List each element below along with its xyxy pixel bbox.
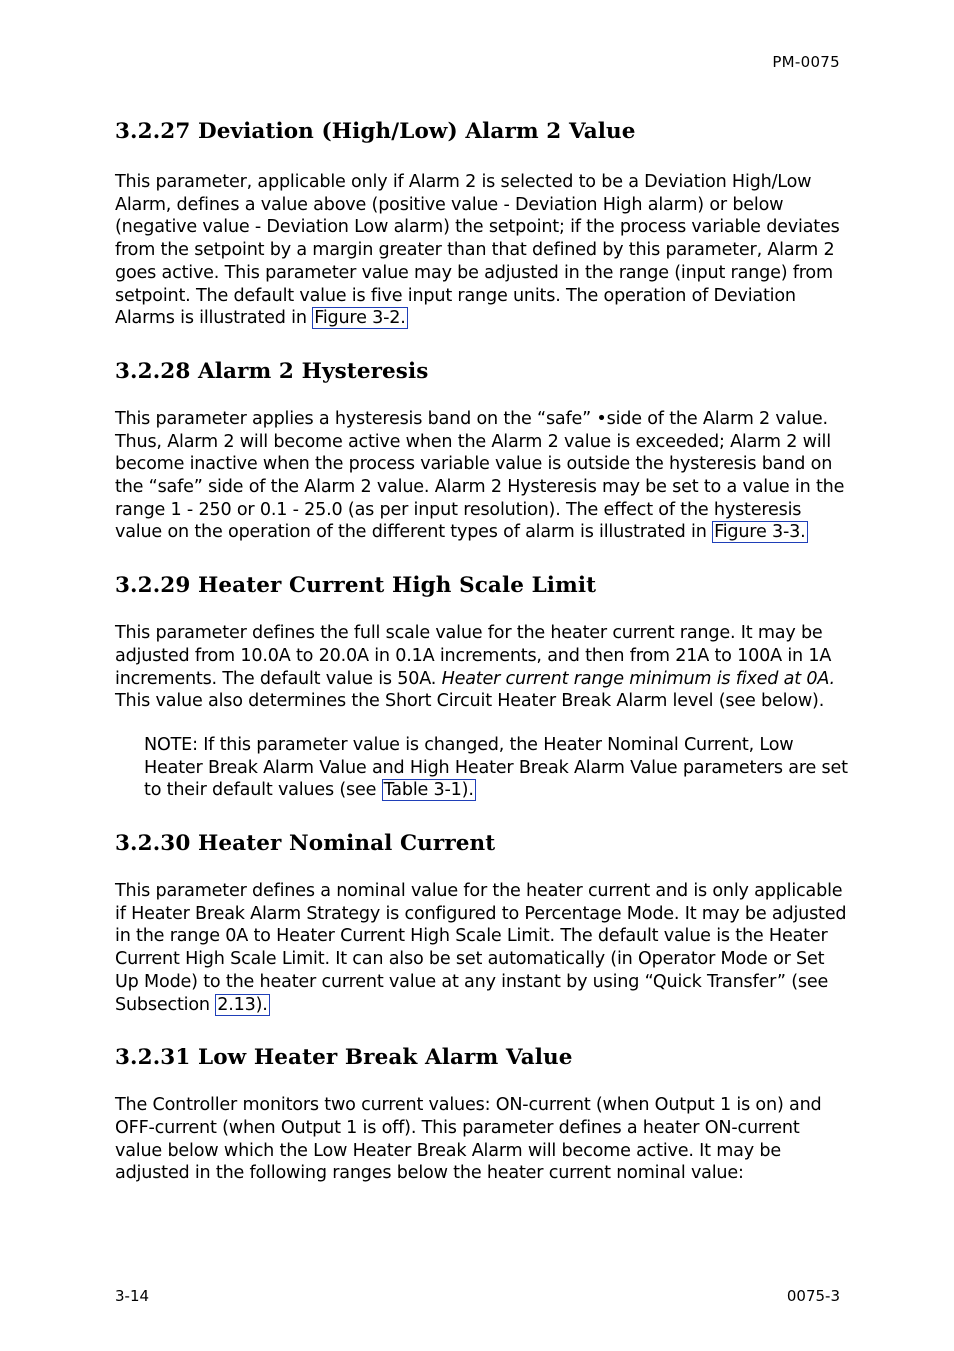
body-tail-text: This value also determines the Short Circuit Heater Break Alarm level (see below).: [115, 691, 825, 712]
figure-3-2-link[interactable]: Figure 3-2.: [314, 308, 406, 329]
section-body: [115, 622, 850, 713]
section-body: [115, 408, 850, 544]
section-body: [115, 880, 850, 1016]
section-heading: 3.2.29 Heater Current High Scale Limit: [115, 573, 597, 599]
section-3-2-27: [115, 116, 850, 330]
document-id: PM-0075: [772, 53, 840, 71]
body-text: This parameter defines a nominal value for the heater current and is only applicable if Heater Break Alarm Strategy is configured to Percentage Mode. It may be adjusted in the range 0A to Heater Current High Scale Limit. The default value is the Heater Current High Scale Limit. It can also be set automatically (in Operator Mode or Set Up Mode) to the heater current value at any instant by using “Quick Transfer” (see Subsection: [115, 881, 847, 1015]
section-body: [115, 171, 850, 330]
body-italic-text: Heater current range minimum is fixed at 0A.: [441, 668, 835, 689]
revision-code: 0075-3: [786, 1287, 840, 1305]
subsection-2-13-link[interactable]: 2.13).: [217, 994, 268, 1015]
section-heading: 3.2.28 Alarm 2 Hysteresis: [115, 358, 429, 384]
body-text: This parameter defines the full scale value for the heater current range. It may be adjusted from 10.0A to 20.0A in 0.1A increments, and then from 21A to 100A in 1A increments. The default value is 50A.: [115, 623, 832, 689]
body-text: This parameter, applicable only if Alarm 2 is selected to be a Deviation High/Low Alarm, defines a value above (positive value - Deviation High alarm) or below (negative value - Deviation Low alarm) the setpoint; if the process variable deviates from the setpoint by a margin greater than that defined by this parameter, Alarm 2 goes active. This parameter value may be adjusted in the range (input range) from setpoint. The default value is five input range units. The operation of Deviation Alarms is illustrated in: [115, 172, 840, 329]
section-3-2-30: [115, 828, 850, 1016]
section-heading: 3.2.27 Deviation (High/Low) Alarm 2 Value: [115, 119, 636, 144]
note: [115, 734, 850, 802]
page-number: 3-14: [115, 1287, 150, 1305]
note-text: NOTE: If this parameter value is changed, the Heater Nominal Current, Low Heater Break Alarm Value and High Heater Break Alarm Value parameters are set to their default values (see: [144, 734, 848, 801]
section-heading: 3.2.31 Low Heater Break Alarm Value: [115, 1045, 573, 1071]
section-body: The Controller monitors two current values: ON-current (when Output 1 is on) and OFF-current (when Output 1 is off). This parameter defines a heater ON-current value below which the Low Heater Break Alarm will become active. It may be adjusted in the following ranges below the heater current nominal value:: [115, 1095, 822, 1184]
section-3-2-29: [115, 570, 850, 802]
section-3-2-31: [115, 1042, 850, 1185]
table-3-1-link[interactable]: Table 3-1).: [383, 780, 474, 801]
section-heading: 3.2.30 Heater Nominal Current: [115, 831, 496, 857]
page-content: [115, 116, 850, 1185]
section-3-2-28: [115, 356, 850, 544]
figure-3-3-link[interactable]: Figure 3-3.: [714, 522, 806, 543]
body-text: This parameter applies a hysteresis band on the “safe” •side of the Alarm 2 value. Thus, Alarm 2 will become active when the Alarm 2 value is exceeded; Alarm 2 will become inactive when the process variable value is outside the hysteresis band on the “safe” side of the Alarm 2 value. Alarm 2 Hysteresis may be set to a value in the range 1 - 250 or 0.1 - 25.0 (as per input resolution). The effect of the hysteresis value on the operation of the different types of alarm is illustrated in: [115, 408, 845, 543]
